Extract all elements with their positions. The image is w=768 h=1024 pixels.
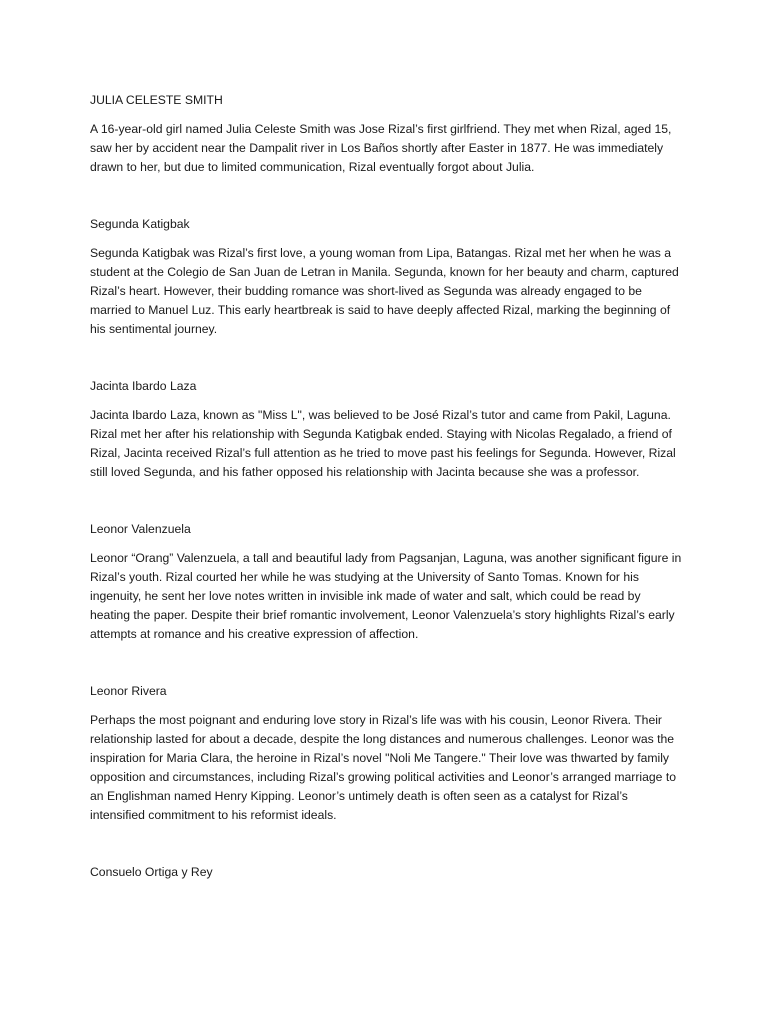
section-body-leonor-valenzuela: Leonor “Orang” Valenzuela, a tall and beautiful lady from Pagsanjan, Laguna, was another significant figure in Rizal’s youth. Rizal courted her while he was studying at the University of Santo Tomas. Known for his ingenuity, he sent her love notes written in invisible ink made of water and salt, which could be read by heating the paper. Despite their brief romantic involvement, Leonor Valenzuela’s story highlights Rizal’s early attempts at romance and his creative expression of affection. [90,551,682,641]
section-body-leonor-rivera: Perhaps the most poignant and enduring love story in Rizal’s life was with his cousin, Leonor Rivera. Their relationship lasted for about a decade, despite the long distances and numerous challenges. Leonor was the inspiration for Maria Clara, the heroine in Rizal’s novel "Noli Me Tangere." Their love was thwarted by family opposition and circumstances, including Rizal’s growing political activities and Leonor’s arranged marriage to an Englishman named Henry Kipping. Leonor’s untimely death is often seen as a catalyst for Rizal’s intensified commitment to his reformist ideals. [90,713,676,822]
document-page [90,91,682,892]
section-body-julia-celeste-smith: A 16-year-old girl named Julia Celeste Smith was Jose Rizal’s first girlfriend. They met when Rizal, aged 15, saw her by accident near the Dampalit river in Los Baños shortly after Easter in 1877. He was immediately drawn to her, but due to limited communication, Rizal eventually forgot about Julia. [90,122,672,174]
section-title-leonor-valenzuela: Leonor Valenzuela [90,522,191,536]
section-title-segunda-katigbak: Segunda Katigbak [90,217,190,231]
section-body-jacinta-ibardo-laza: Jacinta Ibardo Laza, known as "Miss L", was believed to be José Rizal’s tutor and came from Pakil, Laguna. Rizal met her after his relationship with Segunda Katigbak ended. Staying with Nicolas Regalado, a friend of Rizal, Jacinta received Rizal’s full attention as he tried to move past his feelings for Segunda. However, Rizal still loved Segunda, and his father opposed his relationship with Jacinta because she was a professor. [90,408,676,479]
section-title-julia-celeste-smith: JULIA CELESTE SMITH [90,93,223,107]
section-body-segunda-katigbak: Segunda Katigbak was Rizal’s first love, a young woman from Lipa, Batangas. Rizal met her when he was a student at the Colegio de San Juan de Letran in Manila. Segunda, known for her beauty and charm, captured Rizal’s heart. However, their budding romance was short-lived as Segunda was already engaged to be married to Manuel Luz. This early heartbreak is said to have deeply affected Rizal, marking the beginning of his sentimental journey. [90,246,679,336]
section-title-consuelo-ortiga-y-rey: Consuelo Ortiga y Rey [90,865,213,879]
section-title-jacinta-ibardo-laza: Jacinta Ibardo Laza [90,379,197,393]
section-title-leonor-rivera: Leonor Rivera [90,684,167,698]
